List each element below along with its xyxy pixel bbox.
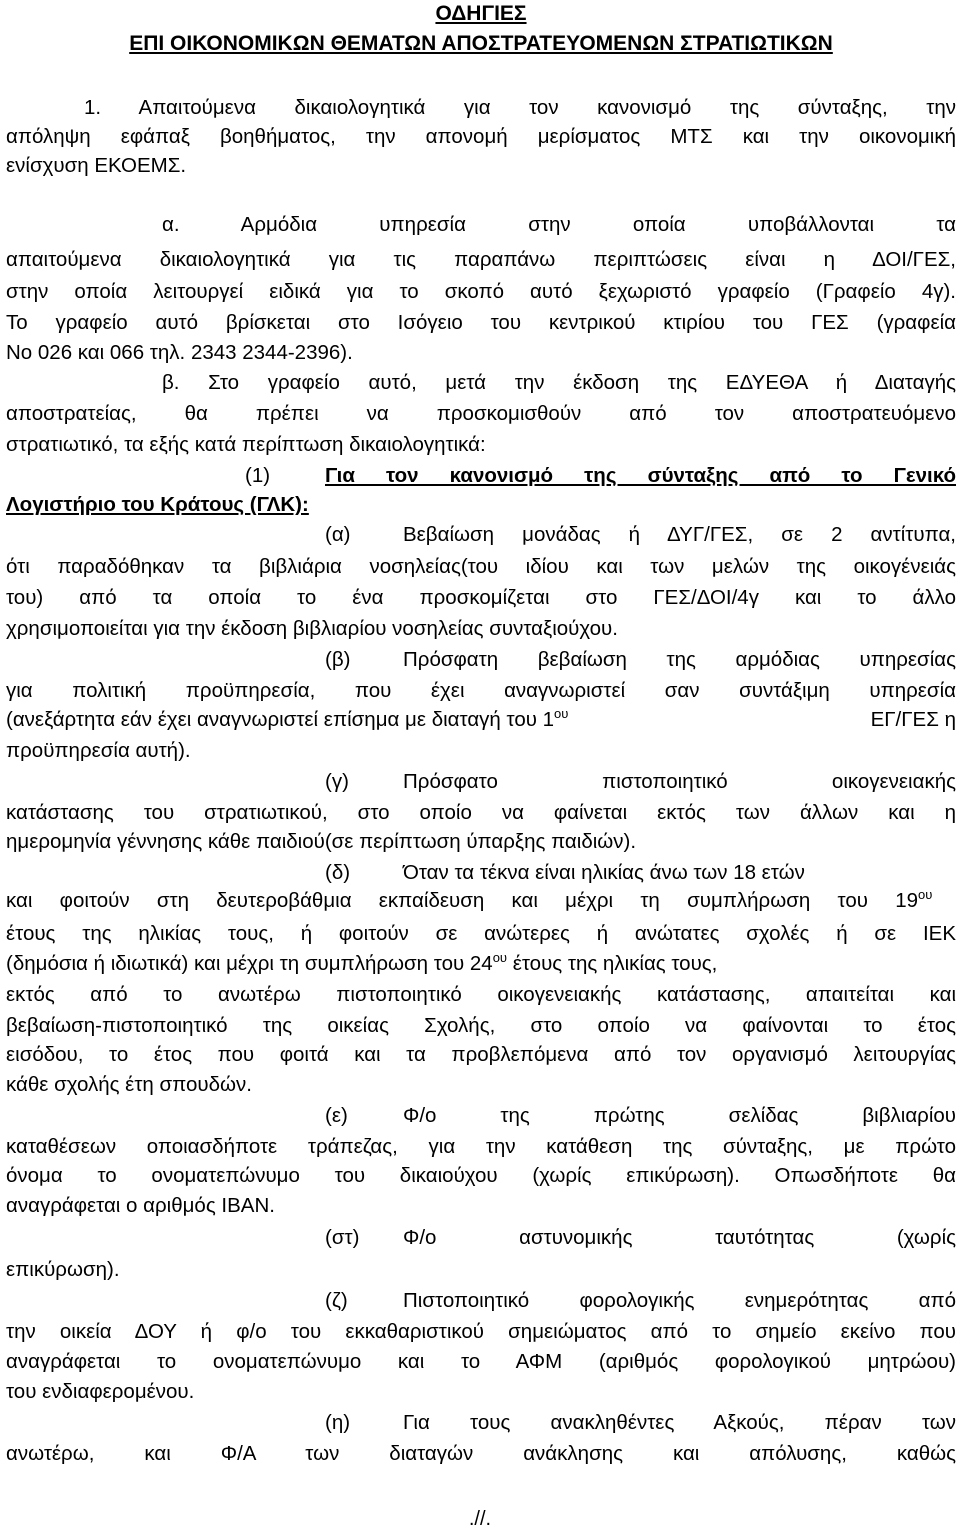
item-e-line: Φ/ο της πρώτης σελίδας βιβλιαρίου <box>403 1104 956 1127</box>
item-d-superscript: ου <box>918 887 933 903</box>
item-h-line: Για τους ανακληθέντες Αξκούς, πέραν των <box>403 1411 956 1434</box>
item-d-text: και φοιτούν στη δευτεροβάθμια εκπαίδευση και μέχρι τη συμπλήρωση του 19 <box>6 889 918 912</box>
item-c-line: κατάστασης του στρατιωτικού, στο οποίο να φαίνεται εκτός των άλλων και η <box>6 801 956 824</box>
paragraph-a-line: απαιτούμενα δικαιολογητικά για τις παραπάνω περιπτώσεις είναι η ΔΟΙ/ΓΕΣ, <box>6 248 956 271</box>
item-label: (δ) <box>325 861 351 884</box>
item-d-line: έτους της ηλικίας τους, ή φοιτούν σε ανώτερες ή ανώτατες σχολές ή σε ΙΕΚ <box>6 922 956 945</box>
subsection-1-number: (1) <box>245 464 271 487</box>
section-1-line: απόληψη εφάπαξ βοηθήματος, την απονομή μερίσματος ΜΤΣ και την οικονομική <box>6 125 956 148</box>
item-label: (ζ) <box>325 1289 348 1312</box>
item-b-line: Πρόσφατη βεβαίωση της αρμόδιας υπηρεσίας <box>403 648 956 671</box>
item-b-line <box>6 708 956 732</box>
subsection-1-title: Για τον κανονισμό της σύνταξης από το Γενικό <box>325 464 956 487</box>
item-label: (στ) <box>325 1226 360 1249</box>
item-c-line: ημερομηνία γέννησης κάθε παιδιού(σε περίπτωση ύπαρξης παιδιών). <box>6 830 637 853</box>
item-label: (α) <box>325 523 351 546</box>
section-1-line: 1. Απαιτούμενα δικαιολογητικά για τον κανονισμό της σύνταξης, την <box>84 96 956 119</box>
page-end-mark: .//. <box>468 1508 492 1530</box>
subsection-1-title: Λογιστήριο του Κράτους (ΓΛΚ): <box>6 493 309 516</box>
item-label: (ε) <box>325 1104 348 1127</box>
item-label: (η) <box>325 1411 351 1434</box>
item-d-superscript: ου <box>492 950 508 966</box>
item-h-line: ανωτέρω, και Φ/Α των διαταγών ανάκλησης και απόλυσης, καθώς <box>6 1442 956 1465</box>
section-1-line: ενίσχυση ΕΚΟΕΜΣ. <box>6 154 187 177</box>
paragraph-a-line: α. Αρμόδια υπηρεσία στην οποία υποβάλλονται τα <box>162 213 956 236</box>
item-d-line: εκτός από το ανωτέρω πιστοποιητικό οικογενειακής κατάστασης, απαιτείται και <box>6 983 956 1006</box>
item-d-line: Όταν τα τέκνα είναι ηλικίας άνω των 18 ετών <box>403 861 805 884</box>
item-z-line: του ενδιαφερομένου. <box>6 1380 195 1403</box>
item-a-line: Βεβαίωση μονάδας ή ΔΥΓ/ΓΕΣ, σε 2 αντίτυπα, <box>403 523 956 546</box>
item-b-line: για πολιτική προϋπηρεσία, που έχει αναγνωριστεί σαν συντάξιμη υπηρεσία <box>6 679 956 702</box>
doc-subtitle: ΕΠΙ ΟΙΚΟΝΟΜΙΚΩΝ ΘΕΜΑΤΩΝ ΑΠΟΣΤΡΑΤΕΥΟΜΕΝΩΝ ΣΤΡΑΤΙΩΤΙΚΩΝ <box>129 32 833 55</box>
item-e-line: αναγράφεται ο αριθμός ΙΒΑΝ. <box>6 1194 275 1217</box>
item-d-line: κάθε σχολής έτη σπουδών. <box>6 1073 252 1096</box>
item-e-line: καταθέσεων οποιασδήποτε τράπεζας, για την κατάθεση της σύνταξης, με πρώτο <box>6 1135 956 1158</box>
item-d-line <box>6 889 956 913</box>
item-d-line <box>6 952 956 976</box>
item-b-text: ΕΓ/ΓΕΣ η <box>870 708 956 731</box>
item-a-line: του) από τα οποία το ένα προσκομίζεται στο ΓΕΣ/ΔΟΙ/4γ και το άλλο <box>6 586 956 609</box>
item-e-line: όνομα το ονοματεπώνυμο του δικαιούχου (χωρίς επικύρωση). Οπωσδήποτε θα <box>6 1164 956 1187</box>
paragraph-a-line: Νο 026 και 066 τηλ. 2343 2344-2396). <box>6 341 353 364</box>
item-b-line: προϋπηρεσία αυτή). <box>6 739 191 762</box>
item-d-text: (δημόσια ή ιδιωτικά) και μέχρι τη συμπλήρωση του 24 <box>6 952 493 975</box>
item-b-text: (ανεξάρτητα εάν έχει αναγνωριστεί επίσημα με διαταγή του $1^{o\upsilon}$ <box>6 706 569 731</box>
item-d-line: βεβαίωση-πιστοποιητικό της οικείας Σχολής, στο οποίο να φαίνονται το έτος <box>6 1014 956 1037</box>
item-z-line: αναγράφεται το ονοματεπώνυμο και το ΑΦΜ (αριθμός φορολογικού μητρώου) <box>6 1350 956 1373</box>
paragraph-b-line: στρατιωτικό, τα εξής κατά περίπτωση δικαιολογητικά: <box>6 433 486 456</box>
item-d-text: έτους της ηλικίας τους, <box>507 952 718 975</box>
item-a-line: χρησιμοποιείται για την έκδοση βιβλιαρίου νοσηλείας συνταξιούχου. <box>6 617 618 640</box>
item-label: (β) <box>325 648 351 671</box>
item-label: (γ) <box>325 770 349 793</box>
paragraph-a-line: Το γραφείο αυτό βρίσκεται στο Ισόγειο του κεντρικού κτιρίου του ΓΕΣ (γραφεία <box>6 311 956 334</box>
paragraph-b-line: β. Στο γραφείο αυτό, μετά την έκδοση της ΕΔΥΕΘΑ ή Διαταγής <box>162 371 956 394</box>
item-st-line: επικύρωση). <box>6 1258 120 1281</box>
item-st-line: Φ/ο αστυνομικής ταυτότητας (χωρίς <box>403 1226 956 1249</box>
paragraph-b-line: αποστρατείας, θα πρέπει να προσκομισθούν από τον αποστρατευόμενο <box>6 402 956 425</box>
item-a-line: ότι παραδόθηκαν τα βιβλιάρια νοσηλείας(του ιδίου και των μελών της οικογένειάς <box>6 555 956 578</box>
paragraph-a-line: στην οποία λειτουργεί ειδικά για το σκοπό αυτό ξεχωριστό γραφείο (Γραφείο 4γ). <box>6 280 956 303</box>
item-c-line: Πρόσφατο πιστοποιητικό οικογενειακής <box>403 770 956 793</box>
item-z-line: την οικεία ΔΟΥ ή φ/ο του εκκαθαριστικού σημειώματος από το σημείο εκείνο που <box>6 1320 956 1343</box>
item-d-line: εισόδου, το έτος που φοιτά και τα προβλεπόμενα από τον οργανισμό λειτουργίας <box>6 1043 956 1066</box>
doc-title: ΟΔΗΓΙΕΣ <box>435 2 527 25</box>
item-z-line: Πιστοποιητικό φορολογικής ενημερότητας από <box>403 1289 956 1312</box>
